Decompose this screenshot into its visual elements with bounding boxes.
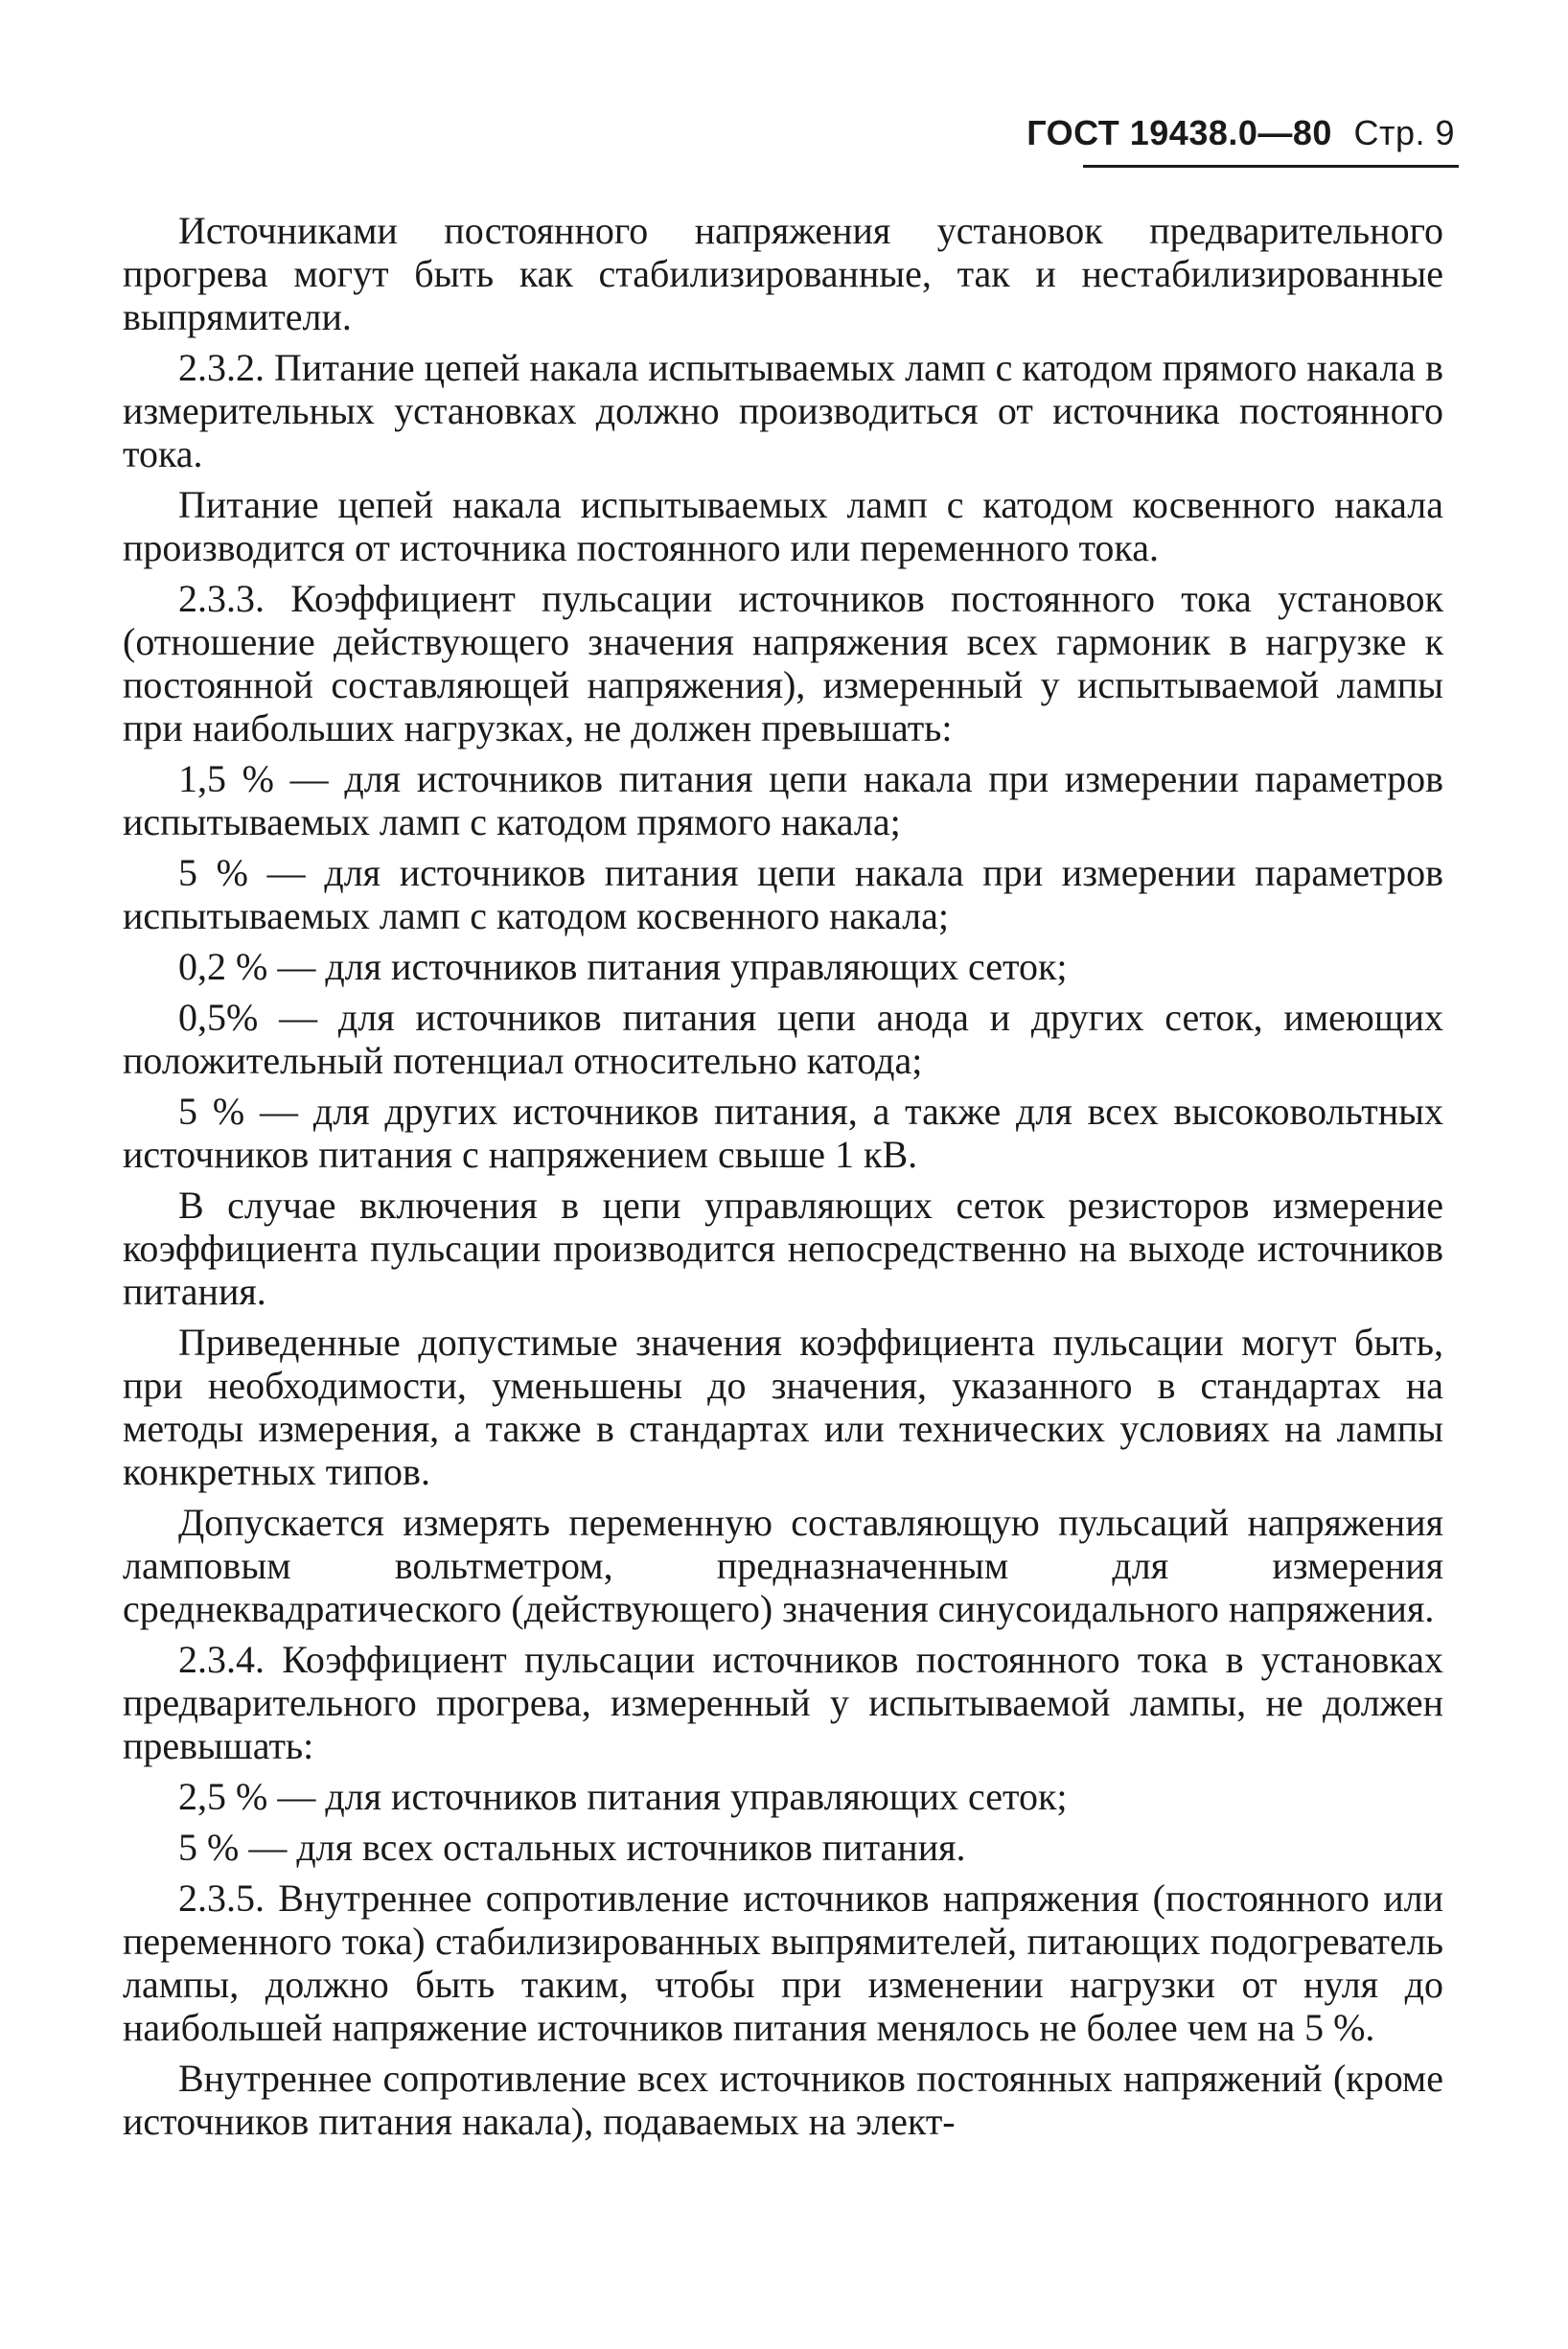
header-divider bbox=[1083, 165, 1459, 168]
paragraph: 2.3.5. Внутреннее сопротивление источников напряжения (постоянного или переменного тока) стабилизированных выпрямителей, питающих подогреватель лампы, должно быть таким, чтобы при изменении нагрузки от нуля до наибольшей напряжение источников питания менялось не более чем на 5 %. bbox=[123, 1877, 1443, 2049]
paragraph: Приведенные допустимые значения коэффициента пульсации могут быть, при необходимости, уменьшены до значения, указанного в стандартах на методы измерения, а также в стандартах или технических условиях на лампы конкретных типов. bbox=[123, 1321, 1443, 1493]
list-item: 0,2 % — для источников питания управляющих сеток; bbox=[178, 945, 1068, 988]
document-id: ГОСТ 19438.0—80 bbox=[1026, 113, 1332, 152]
paragraph: 2.3.2. Питание цепей накала испытываемых ламп с катодом прямого накала в измерительных установках должно производиться от источника постоянного тока. bbox=[123, 346, 1443, 475]
paragraph: В случае включения в цепи управляющих сеток резисторов измерение коэффициента пульсации производится непосредственно на выходе источников питания. bbox=[123, 1184, 1443, 1313]
paragraph: Внутреннее сопротивление всех источников постоянных напряжений (кроме источников питания накала), подаваемых на элект- bbox=[123, 2057, 1443, 2143]
body-text bbox=[123, 209, 1443, 2151]
paragraph: Источниками постоянного напряжения установок предварительного прогрева могут быть как стабилизированные, так и нестабилизированные выпрямители. bbox=[123, 209, 1443, 338]
page-header bbox=[1026, 113, 1455, 153]
paragraph: Допускается измерять переменную составляющую пульсаций напряжения ламповым вольтметром, предназначенным для измерения среднеквадратического (действующего) значения синусоидального напряжения. bbox=[123, 1501, 1443, 1630]
list-item: 2,5 % — для источников питания управляющих сеток; bbox=[178, 1775, 1068, 1818]
list-item: 5 % — для источников питания цепи накала при измерении параметров испытываемых ламп с катодом косвенного накала; bbox=[123, 851, 1443, 937]
list-item: 5 % — для других источников питания, а также для всех высоковольтных источников питания с напряжением свыше 1 кВ. bbox=[123, 1090, 1443, 1176]
list-item: 0,5% — для источников питания цепи анода и других сеток, имеющих положительный потенциал относительно катода; bbox=[123, 996, 1443, 1082]
paragraph: 2.3.4. Коэффициент пульсации источников постоянного тока в установках предварительного прогрева, измеренный у испытываемой лампы, не должен превышать: bbox=[123, 1638, 1443, 1767]
list-item: 5 % — для всех остальных источников питания. bbox=[178, 1826, 966, 1869]
page-number: Стр. 9 bbox=[1353, 113, 1455, 152]
list-item: 1,5 % — для источников питания цепи накала при измерении параметров испытываемых ламп с катодом прямого накала; bbox=[123, 757, 1443, 843]
paragraph: 2.3.3. Коэффициент пульсации источников постоянного тока установок (отношение действующего значения напряжения всех гармоник в нагрузке к постоянной составляющей напряжения), измеренный у испытываемой лампы при наибольших нагрузках, не должен превышать: bbox=[123, 577, 1443, 749]
paragraph: Питание цепей накала испытываемых ламп с катодом косвенного накала производится от источника постоянного или переменного тока. bbox=[123, 483, 1443, 569]
